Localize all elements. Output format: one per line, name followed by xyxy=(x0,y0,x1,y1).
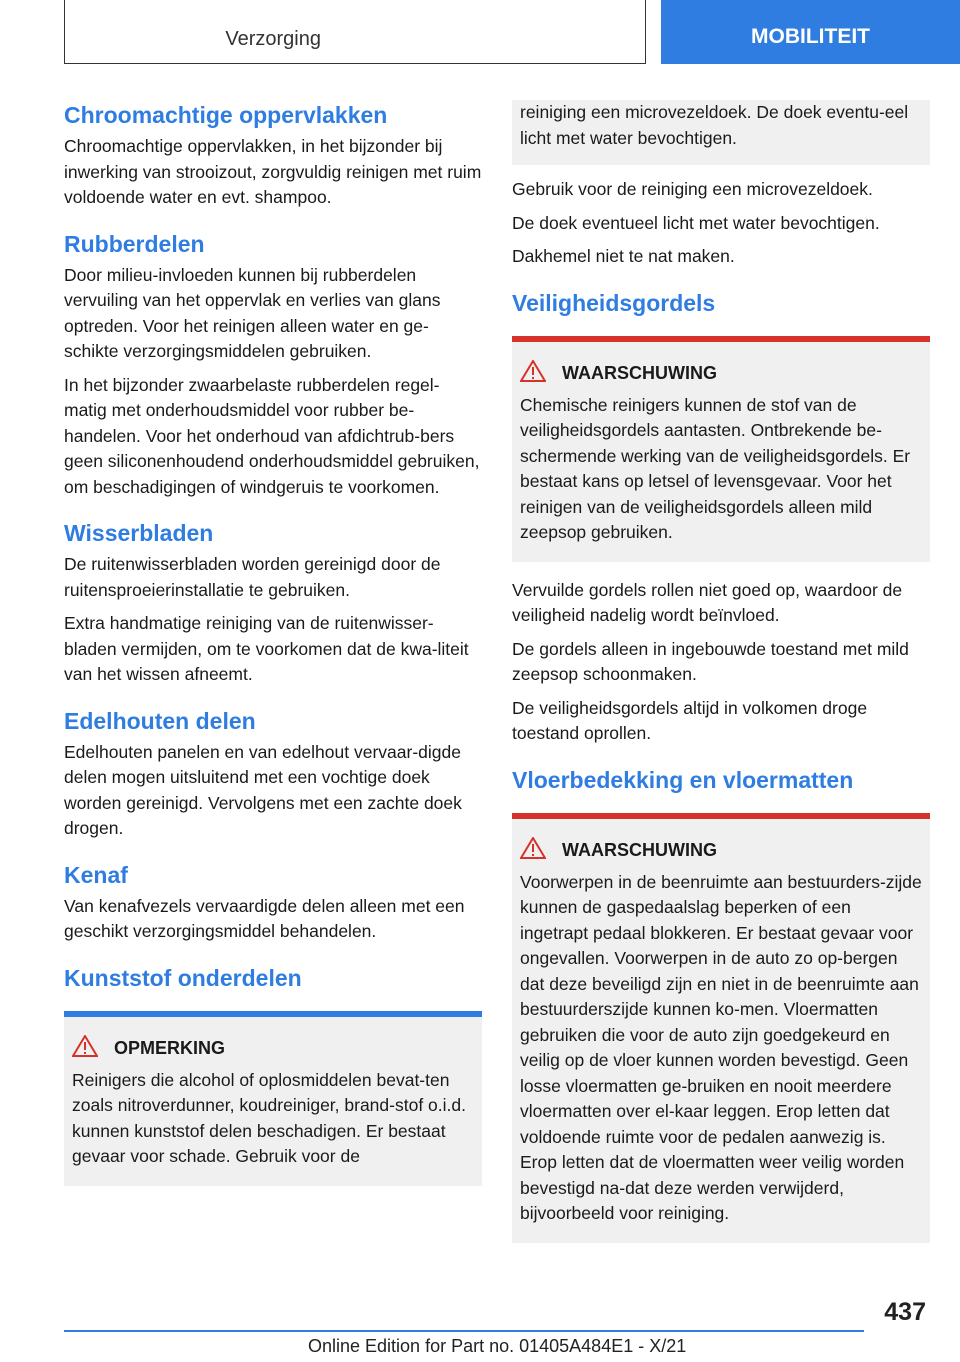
paragraph: Gebruik voor de reiniging een microvezeldoek. xyxy=(512,179,873,199)
header-section-title: Verzorging xyxy=(225,28,321,50)
paragraph: Edelhouten panelen en van edelhout vervaar-digde delen mogen uitsluitend met een vochtige doek worden gereinigd. Vervolgens met een zachte doek drogen. xyxy=(64,741,462,838)
section-title: Veiligheidsgordels xyxy=(512,289,716,316)
notice-box xyxy=(64,1011,482,1186)
paragraph: De veiligheidsgordels altijd in volkomen droge toestand oprollen. xyxy=(512,697,868,743)
warning-title: WAARSCHUWING xyxy=(562,362,717,383)
warning-box xyxy=(512,336,930,562)
notice-text: Reinigers die alcohol of oplosmiddelen bevat-ten zoals nitroverdunner, koudreiniger, brand-stof o.i.d. kunnen kunststof delen beschadigen. Er bestaat gevaar voor schade. Gebruik voor de xyxy=(72,1069,466,1166)
footer-edition: Online Edition for Part no. 01405A484E1 - X/21 xyxy=(308,1336,687,1356)
section-title: Rubberdelen xyxy=(64,230,205,257)
section-title: Kunststof onderdelen xyxy=(64,964,302,991)
paragraph: De gordels alleen in ingebouwde toestand met mild zeepsop schoonmaken. xyxy=(512,638,909,684)
notice-continuation-box xyxy=(512,100,930,165)
section-floor-mats xyxy=(512,765,930,1243)
paragraph: De ruitenwisserbladen worden gereinigd door de ruitensproeierinstallatie te gebruiken. xyxy=(64,554,441,600)
section-wood xyxy=(64,706,482,842)
notice-text: reiniging een microvezeldoek. De doek eventu-eel licht met water bevochtigen. xyxy=(520,102,909,148)
section-wipers xyxy=(64,518,482,688)
paragraph: Chroomachtige oppervlakken, in het bijzonder bij inwerking van strooizout, zorgvuldig reinigen met ruim voldoende water en evt. shampoo. xyxy=(64,136,482,207)
section-title: Edelhouten delen xyxy=(64,707,256,734)
notice-title: OPMERKING xyxy=(114,1037,226,1058)
section-rubber xyxy=(64,229,482,501)
section-title: Kenaf xyxy=(64,861,128,888)
section-seatbelts xyxy=(512,288,930,747)
header-frame xyxy=(64,0,646,64)
right-column xyxy=(512,100,930,1261)
left-column xyxy=(64,100,482,1204)
warning-title: WAARSCHUWING xyxy=(562,839,717,860)
warning-box xyxy=(512,813,930,1243)
header-chapter-tab[interactable]: MOBILITEIT xyxy=(661,0,960,64)
section-plastic xyxy=(64,963,482,1186)
section-chrome xyxy=(64,100,482,211)
paragraph: In het bijzonder zwaarbelaste rubberdelen regel-matig met onderhoudsmiddel voor rubber be-handelen. Voor het onderhoud van afdichtrub-bers geen siliconenhoudend onderhoudsmiddel gebruiken, om beschadigingen of windgeruis te voorkomen. xyxy=(64,374,480,497)
warning-triangle-icon xyxy=(520,837,546,864)
section-kenaf xyxy=(64,860,482,945)
paragraph: Door milieu-invloeden kunnen bij rubberdelen vervuiling van het oppervlak en verlies van glans optreden. Voor het reinigen alleen water en ge-schikte verzorgingsmiddelen gebruiken. xyxy=(64,264,441,361)
paragraph: De doek eventueel licht met water bevochtigen. xyxy=(512,212,880,233)
warning-text: Chemische reinigers kunnen de stof van de veiligheidsgordels aantasten. Ontbrekende be-schermende werking van de veiligheidsgordels. Er bestaat kans op letsel of levensgevaar. Voor het reinigen van de veiligheidsgordels alleen mild zeepsop gebruiken. xyxy=(520,394,911,542)
paragraph: Extra handmatige reiniging van de ruitenwisser-bladen vermijden, om te voorkomen dat de kwa-liteit van het wissen afneemt. xyxy=(64,613,469,684)
section-title: Chroomachtige oppervlakken xyxy=(64,102,388,128)
footer-divider xyxy=(64,1330,864,1332)
page-number: 437 xyxy=(884,1298,926,1326)
warning-triangle-icon xyxy=(520,360,546,387)
warning-text: Voorwerpen in de beenruimte aan bestuurders-zijde kunnen de gaspedaalslag beperken of een ingetrapt pedaal blokkeren. Er bestaat gevaar voor ongevallen. Voorwerpen in de auto zo op-bergen dat deze beveiligd zijn en niet in de beenruimte aan bestuurderszijde kunnen ko-men. Vloermatten gebruiken die voor de auto zijn goedgekeurd en veilig op de vloer kunnen worden bevestigd. Geen losse vloermatten ge-bruiken en nooit meerdere vloermatten over el-kaar leggen. Erop letten dat voldoende ruimte voor de pedalen aanwezig is. Erop letten dat de vloermatten weer veilig worden bevestigd na-dat deze werden verwijderd, bijvoorbeeld voor reiniging. xyxy=(520,871,922,1223)
section-title: Vloerbedekking en vloermatten xyxy=(512,766,854,793)
warning-triangle-icon xyxy=(72,1035,98,1062)
paragraph: Vervuilde gordels rollen niet goed op, waardoor de veiligheid nadelig wordt beïnvloed. xyxy=(512,579,903,625)
section-title: Wisserbladen xyxy=(64,520,214,546)
paragraph: Van kenafvezels vervaardigde delen alleen met een geschikt verzorgingsmiddel behandelen. xyxy=(64,895,465,941)
paragraph: Dakhemel niet te nat maken. xyxy=(512,246,735,266)
